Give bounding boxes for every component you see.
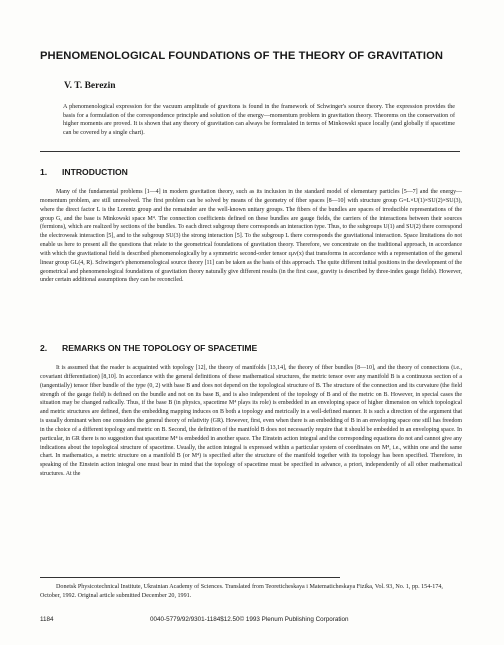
section-1-paragraph: Many of the fundamental problems [1—4] in modern gravitation theory, such as its inclusion in the standard model of elementary particles [5—7] and the energy—momentum problem, are still unresolved. The first problem can be solved by means of the geometry of fiber spaces [8—10] with structure group G=L×U(1)×SU(2)×SU(3), where the direct factor L is the Lorentz group and the remainder are the well-known unitary groups. The fibers of the bundles are spaces of irreducible representations of the group G, and the base is Minkowski space M⁴. The connection coefficients defined on these bundles are gauge fields, the carriers of the interactions between their sources (fermions), which are realized by sections of the bundles. To each direct subgroup there corresponds an interaction type. Thus, to the subgroups U(1) and SU(2) there correspond the electroweak interaction [5], and to the subgroup SU(3) the strong interaction [5]. To the subgroup L there corresponds the gravitational interaction. Space limitations do not enable us here to present all the questions that relate to the geometrical foundations of gravitation theory. Therefore, we concentrate on the traditional approach, in accordance with which the gravitational field is described phenomenologically by a symmetric second-order tensor εμν(x) that transforms in accordance with a representation of the general linear group GL(4, R). Schwinger's phenomenological source theory [11] can be taken as the basis of this approach. The quite different initial positions in the development of the geometrical and phenomenological foundations of gravitation theory naturally give different results (in the first case, gravity is described by three-index gauge fields). However, under certain additional assumptions they can be reconciled. [40,189,462,284]
section-1-heading [40,167,128,177]
paper-title: PHENOMENOLOGICAL FOUNDATIONS OF THE THEORY OF GRAVITATION [40,50,444,62]
page-number: 1184 [40,616,54,623]
abstract: A phenomenological expression for the vacuum amplitude of gravitons is found in the framework of Schwinger's source theory. The expression provides the basis for a formulation of the correspondence principle and solution of the energy—momentum problem in gravitation theory. Theorems on the conservation of higher moments are proved. It is shown that any theory of gravitation can always be formulated in terms of Minkowski space locally (and globally if spacetime can be covered by a single chart). [63,104,455,136]
footnote-divider [40,577,340,578]
section-1-body [40,188,462,285]
section-2-paragraph: It is assumed that the reader is acquainted with topology [12], the theory of manifolds [13,14], the theory of fiber bundles [8—10], and the theory of connections (i.e., covariant differentiation) [8,10]. In accordance with the general definitions of these mathematical structures, the metric tensor over any manifold B is a continuous section of a (tangentially) tensor fiber bundle of the type (0, 2) with base B and does not depend on the topological structure of B. The structure of the connection and its curvature (the field strength of the gauge field) is defined on the bundle and not on its base B, and is also independent of the topology of B and of the metric on B. However, in special cases the situation may be changed radically. Thus, if the base B (in physics, spacetime M⁴ plays its role) is embedded in an enveloping space of higher dimension on which topological and metric structures are defined, then the embedding mapping induces on B both a topology and metrically in a well-defined manner. It is such a direction of the argument that is usually dominant when one considers the general theory of relativity (GR). However, first, even when there is an embedding of B in an enveloping space one still has freedom in the choice of a different topology and metric on B. Second, the definition of the manifold B does not necessarily require that it should be embedded in an enveloping space. In particular, in GR there is no suggestion that spacetime M⁴ is embedded in another space. The Einstein action integral and the corresponding equations do not and cannot give any indications about the topological structure of spacetime. Usually, the action integral is expressed within a particular system of coordinates on M⁴, i.e., within one and the same chart. In mathematics, a metric structure on a manifold B (or M⁴) is specified after the structure of the manifold together with its topology has been specified. Therefore, in speaking of the Einstein action integral one must bear in mind that the topology of spacetime must be specified in advance, a priori, independently of all other mathematical structures. At the [40,365,462,478]
section-divider [40,151,460,152]
section-2-number: 2. [40,343,48,353]
section-2-body [40,364,462,479]
section-2-title: REMARKS ON THE TOPOLOGY OF SPACETIME [62,343,258,353]
section-1-title: INTRODUCTION [62,167,128,177]
author-name: V. T. Berezin [64,81,116,91]
footnote: Donetsk Physicotechnical Institute, Ukrainian Academy of Sciences. Translated from Teoreticheskaya i Matematicheskaya Fizika, Vol. 93, No. 1, pp. 154-174, October, 1992. Original article submitted December 20, 1991. [40,584,443,599]
section-1-number: 1. [40,167,48,177]
section-2-heading [40,343,257,353]
copyright-line: 0040-5779/92/9301-1184$12.50© 1993 Plenum Publishing Corporation [150,616,349,623]
